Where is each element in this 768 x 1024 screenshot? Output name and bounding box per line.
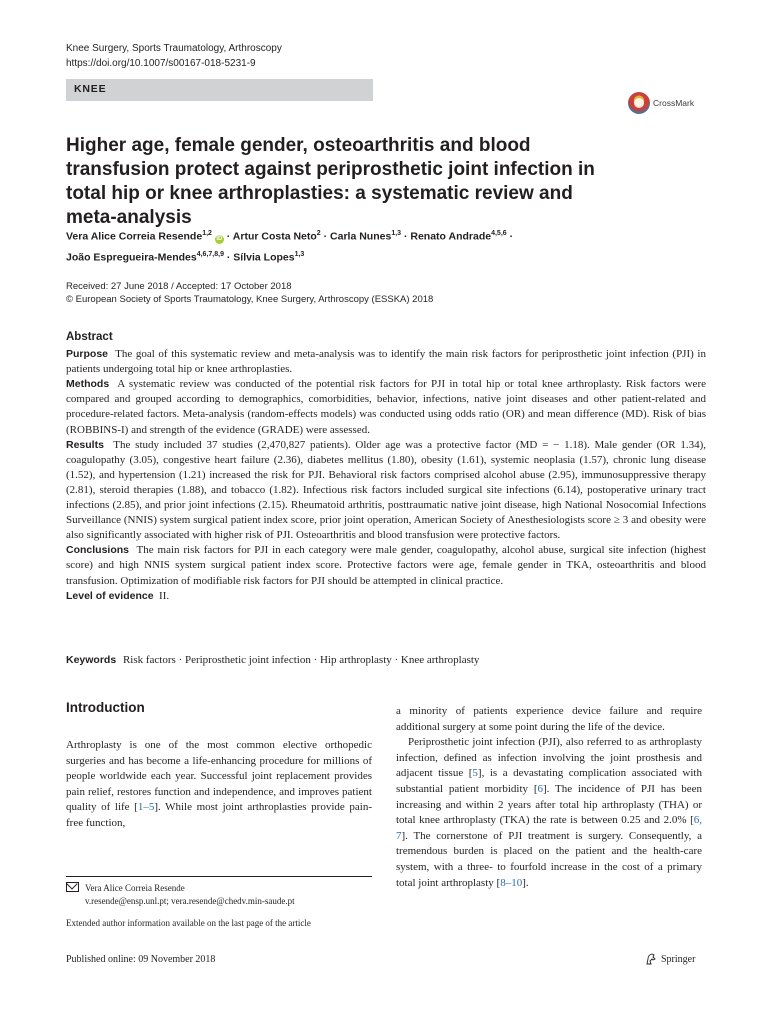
- abstract-conclusions: [66, 543, 706, 588]
- results-label: Results: [66, 438, 104, 451]
- abstract-purpose: [66, 347, 706, 377]
- body-column-right: [396, 704, 702, 891]
- abstract-level: [66, 589, 706, 604]
- body-column-left: [66, 738, 372, 832]
- corresponding-author: [66, 882, 386, 895]
- purpose-text: The goal of this systematic review and meta-analysis was to identify the main risk factors for periprosthetic joint infection (PJI) in patients undergoing total hip or knee arthroplasties.: [66, 348, 706, 376]
- paragraph-text: Arthroplasty is one of the most common elective orthopedic surgeries and has become a life-enhancing procedure for millions of people worldwide each year. Successful joint replacement provides pain relief, restores function and independence, and improves patient quality of life [: [66, 739, 372, 814]
- paragraph-text: ].: [522, 876, 529, 889]
- paragraph-text: ]. While most joint arthroplasties provide pain-free function,: [66, 801, 372, 829]
- article-dates: [66, 280, 433, 306]
- keywords: [66, 654, 479, 666]
- affiliation-sup: 1,3: [294, 250, 305, 258]
- doi-link[interactable]: https://doi.org/10.1007/s00167-018-5231-9: [66, 58, 256, 69]
- citation-link[interactable]: 5: [472, 767, 478, 780]
- abstract-heading: Abstract: [66, 331, 113, 343]
- purpose-label: Purpose: [66, 348, 109, 361]
- author-name[interactable]: João Espregueira-Mendes: [66, 251, 197, 263]
- keywords-label: Keywords: [66, 654, 117, 666]
- publisher-name: Springer: [661, 953, 696, 965]
- paragraph: [396, 735, 702, 891]
- author-name[interactable]: Vera Alice Correia Resende: [66, 230, 203, 243]
- citation-link[interactable]: 1–5: [137, 801, 155, 814]
- author-list: [66, 225, 706, 266]
- affiliation-sup: 2: [316, 230, 321, 237]
- envelope-icon: [66, 882, 79, 892]
- article-title: Higher age, female gender, osteoarthritis and blood transfusion protect against periprosthetic joint infection in total hip or knee arthroplasties: a systematic review and meta-analysis: [66, 135, 595, 228]
- methods-text: A systematic review was conducted of the potential risk factors for PJI in total hip or total knee arthroplasty. Risk factors were compared and grouped according to demographics, comorbidities, behavior, infections, native joint diseases and other patient-related and procedure-related factors. Meta-analysis (random-effects models) was conducted using odds ratio (OR) and mean difference (MD). Risk of bias (ROBBINS-I) and strength of the evidence (GRADE) were assessed.: [66, 378, 706, 436]
- footnote-divider: [66, 876, 372, 877]
- keywords-text: Risk factors · Periprosthetic joint infection · Hip arthroplasty · Knee arthroplasty: [122, 654, 480, 666]
- crossmark-icon: [628, 92, 650, 114]
- affiliation-sup: 4,5,6: [491, 230, 507, 237]
- copyright: © European Society of Sports Traumatology, Knee Surgery, Arthroscopy (ESSKA) 2018: [66, 294, 434, 305]
- section-bar: [66, 79, 373, 101]
- abstract-methods: [66, 377, 706, 437]
- paragraph-text: ], is a devastating complication associated with substantial patient morbidity [: [396, 767, 702, 795]
- conclusions-text: The main risk factors for PJI in each category were male gender, coagulopathy, alcohol abuse, surgical site infection (highest score) and high NNIS system surgical patient index score. Protective factors were age, female gender in TKA, osteoarthritis and blood transfusion. Optimization of modifiable risk factors for PJI should be attempted in clinical practice.: [66, 544, 706, 587]
- author-emails[interactable]: v.resende@ensp.unl.pt; vera.resende@chedv.min-saude.pt: [85, 896, 295, 906]
- introduction-heading: Introduction: [66, 700, 145, 715]
- abstract-results: [66, 438, 706, 544]
- published-date: Published online: 09 November 2018: [66, 954, 216, 965]
- section-label: KNEE: [74, 83, 107, 95]
- springer-horse-icon: [645, 953, 657, 965]
- journal-header: [66, 41, 282, 71]
- methods-label: Methods: [66, 378, 110, 391]
- received-accepted: Received: 27 June 2018 / Accepted: 17 October 2018: [66, 281, 292, 292]
- level-text: II.: [159, 589, 170, 602]
- journal-name: Knee Surgery, Sports Traumatology, Arthroscopy: [66, 43, 282, 54]
- citation-link[interactable]: 6: [537, 782, 543, 795]
- paragraph: a minority of patients experience device failure and require additional surgery at some point during the life of the device.: [396, 705, 702, 733]
- paragraph-text: Periprosthetic joint infection (PJI), also referred to as arthroplasty infection, defined as infection involving the joint prosthesis and adjacent tissue [: [396, 736, 702, 780]
- affiliation-sup: 4,6,7,8,9: [196, 250, 224, 258]
- crossmark-label: CrossMark: [653, 98, 695, 108]
- publisher-logo: [645, 953, 695, 965]
- footnote: [66, 882, 386, 930]
- extended-info-note: Extended author information available on the last page of the article: [66, 918, 311, 928]
- paragraph-text: ]. The incidence of PJI has been increasing and within 2 years after total hip arthroplasty (THA) or total knee arthroplasty (TKA) the rate is between 0.25 and 2.0% [: [396, 782, 702, 827]
- orcid-icon[interactable]: iD: [216, 235, 223, 242]
- crossmark-button[interactable]: [628, 92, 694, 114]
- citation-link[interactable]: 8–10: [500, 876, 523, 889]
- author-name[interactable]: · Artur Costa Neto: [223, 230, 317, 243]
- author-separator: ·: [506, 230, 514, 243]
- author-name[interactable]: · Renato Andrade: [401, 230, 492, 243]
- paragraph: [66, 738, 372, 832]
- affiliation-sup: 1,3: [391, 230, 402, 237]
- corresponding-author-name: Vera Alice Correia Resende: [85, 883, 185, 893]
- author-name[interactable]: · Sílvia Lopes: [223, 251, 295, 263]
- level-label: Level of evidence: [66, 589, 154, 602]
- affiliation-sup: 1,2: [202, 230, 212, 237]
- conclusions-label: Conclusions: [66, 544, 130, 557]
- citation-link[interactable]: 6, 7: [396, 814, 702, 842]
- abstract: [66, 330, 706, 604]
- paragraph-text: ]. The cornerstone of PJI treatment is surgery. Consequently, a tremendous burden is placed on the patient and the health-care system, with a three- to fourfold increase in the cost of a primary total joint arthroplasty [: [396, 829, 702, 889]
- author-name[interactable]: · Carla Nunes: [320, 230, 392, 243]
- results-text: The study included 37 studies (2,470,827 patients). Older age was a protective factor (MD = − 1.18). Male gender (OR 1.34), coagulopathy (3.05), congestive heart failure (2.36), diabetes mellitus (1.80), obesity (1.61), systemic neoplasia (1.57), chronic lung disease (1.52), and hypertension (1.21) increased the risk for PJI. Behavioral risk factors comprised alcohol abuse (2.95), immunosuppressive therapy (2.81), steroid therapies (1.88), and tobacco (1.82). Infectious risk factors included surgical site infections (6.14), postoperative urinary tract infections (2.85), and prior joint infections (2.15). Rheumatoid arthritis, posttraumatic native joint disease, high National Nosocomial Infections Surveillance (NNIS) system surgical patient index score, prior joint operation, American Society of Anesthesiologists score ≥ 3 and obesity were also significantly associated with higher risk of PJI. Osteoarthritis and blood transfusion were protective factors.: [66, 438, 706, 542]
